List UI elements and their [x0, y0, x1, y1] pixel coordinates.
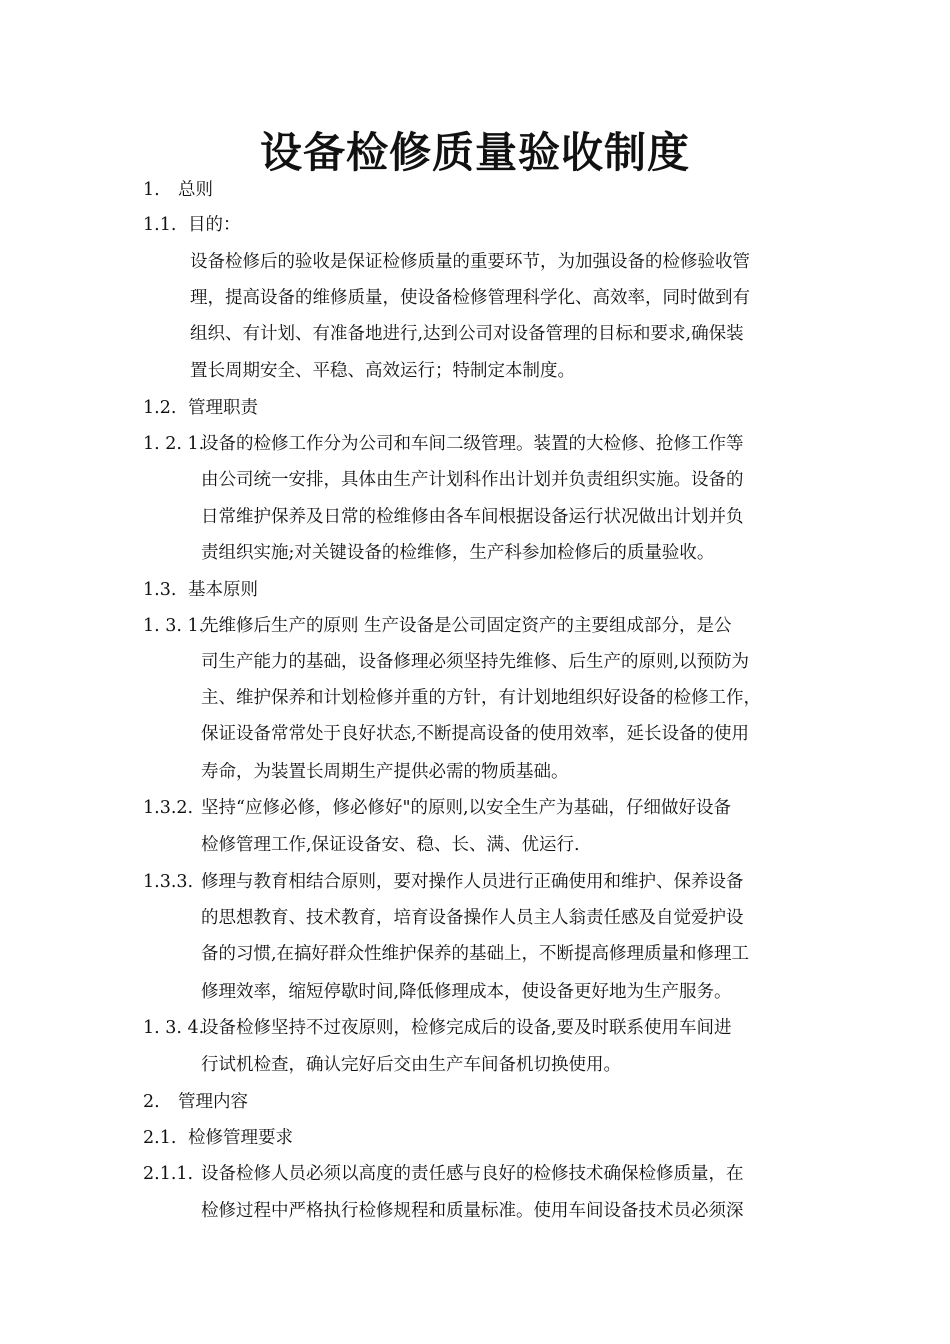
section-number: 1.3. [143, 580, 177, 600]
paragraph-line: 理，提高设备的维修质量，使设备检修管理科学化、高效率，同时做到有 [190, 288, 750, 308]
section-number: 2. [143, 1092, 160, 1112]
section-text: 检修管理要求 [188, 1128, 293, 1148]
paragraph-line: 检修管理工作,保证设备安、稳、长、满、优运行. [201, 835, 580, 855]
section-line [143, 614, 732, 638]
section-text: 管理职责 [188, 398, 258, 418]
section-text: 设备检修人员必须以高度的责任感与良好的检修技术确保检修质量，在 [201, 1164, 744, 1184]
section-number: 1. 3. 4. [143, 1018, 205, 1038]
section-line [143, 1162, 744, 1186]
section-text: 目的： [188, 215, 241, 235]
section-line [143, 1016, 732, 1040]
paragraph-line: 司生产能力的基础，设备修理必须坚持先维修、后生产的原则,以预防为 [201, 652, 750, 672]
section-line [143, 178, 213, 202]
section-line [143, 213, 241, 237]
document-title: 设备检修质量验收制度 [259, 128, 690, 177]
paragraph-line: 主、维护保养和计划检修并重的方针，有计划地组织好设备的检修工作， [201, 688, 761, 708]
section-line [143, 1126, 293, 1150]
section-number: 1.3.2. [143, 798, 194, 818]
section-number: 1. 2. 1. [143, 434, 205, 454]
paragraph-line: 的思想教育、技术教育，培育设备操作人员主人翁责任感及自觉爱护设 [201, 908, 744, 928]
paragraph-line: 置长周期安全、平稳、高效运行；特制定本制度。 [190, 361, 575, 381]
paragraph-line: 检修过程中严格执行检修规程和质量标准。使用车间设备技术员必须深 [201, 1201, 744, 1221]
section-text: 先维修后生产的原则 生产设备是公司固定资产的主要组成部分，是公 [201, 616, 732, 636]
section-number: 1.2. [143, 398, 177, 418]
section-line [143, 796, 731, 820]
section-number: 1.1. [143, 215, 177, 235]
section-line [143, 432, 744, 456]
section-line [143, 1090, 248, 1114]
section-text: 设备的检修工作分为公司和车间二级管理。装置的大检修、抢修工作等 [201, 434, 744, 454]
paragraph-line: 由公司统一安排，具体由生产计划科作出计划并负责组织实施。设备的 [201, 470, 744, 490]
section-number: 2.1. [143, 1128, 177, 1148]
section-text: 基本原则 [188, 580, 258, 600]
paragraph-line: 日常维护保养及日常的检维修由各车间根据设备运行状况做出计划并负 [201, 507, 744, 527]
paragraph-line: 责组织实施;对关键设备的检维修，生产科参加检修后的质量验收。 [201, 543, 715, 563]
section-number: 1. 3. 1. [143, 616, 205, 636]
paragraph-line: 备的习惯,在搞好群众性维护保养的基础上，不断提高修理质量和修理工 [201, 944, 750, 964]
paragraph-line: 寿命，为装置长周期生产提供必需的物质基础。 [201, 762, 569, 782]
section-line [143, 870, 744, 894]
section-text: 总则 [178, 180, 213, 200]
section-text: 修理与教育相结合原则，要对操作人员进行正确使用和维护、保养设备 [201, 872, 744, 892]
paragraph-line: 修理效率，缩短停歇时间,降低修理成本，使设备更好地为生产服务。 [201, 982, 732, 1002]
section-text: 管理内容 [178, 1092, 248, 1112]
paragraph-line: 行试机检查，确认完好后交由生产车间备机切换使用。 [201, 1055, 621, 1075]
section-number: 2.1.1. [143, 1164, 194, 1184]
section-text: 设备检修坚持不过夜原则，检修完成后的设备,要及时联系使用车间进 [201, 1018, 732, 1038]
section-line [143, 578, 258, 602]
section-text: 坚持“应修必修，修必修好"的原则,以安全生产为基础，仔细做好设备 [201, 798, 732, 818]
section-line [143, 396, 258, 420]
paragraph-line: 设备检修后的验收是保证检修质量的重要环节，为加强设备的检修验收管 [190, 252, 750, 272]
section-number: 1.3.3. [143, 872, 194, 892]
section-number: 1. [143, 180, 160, 200]
paragraph-line: 保证设备常常处于良好状态,不断提高设备的使用效率，延长设备的使用 [201, 724, 750, 744]
paragraph-line: 组织、有计划、有准备地进行,达到公司对设备管理的目标和要求,确保装 [190, 324, 744, 344]
